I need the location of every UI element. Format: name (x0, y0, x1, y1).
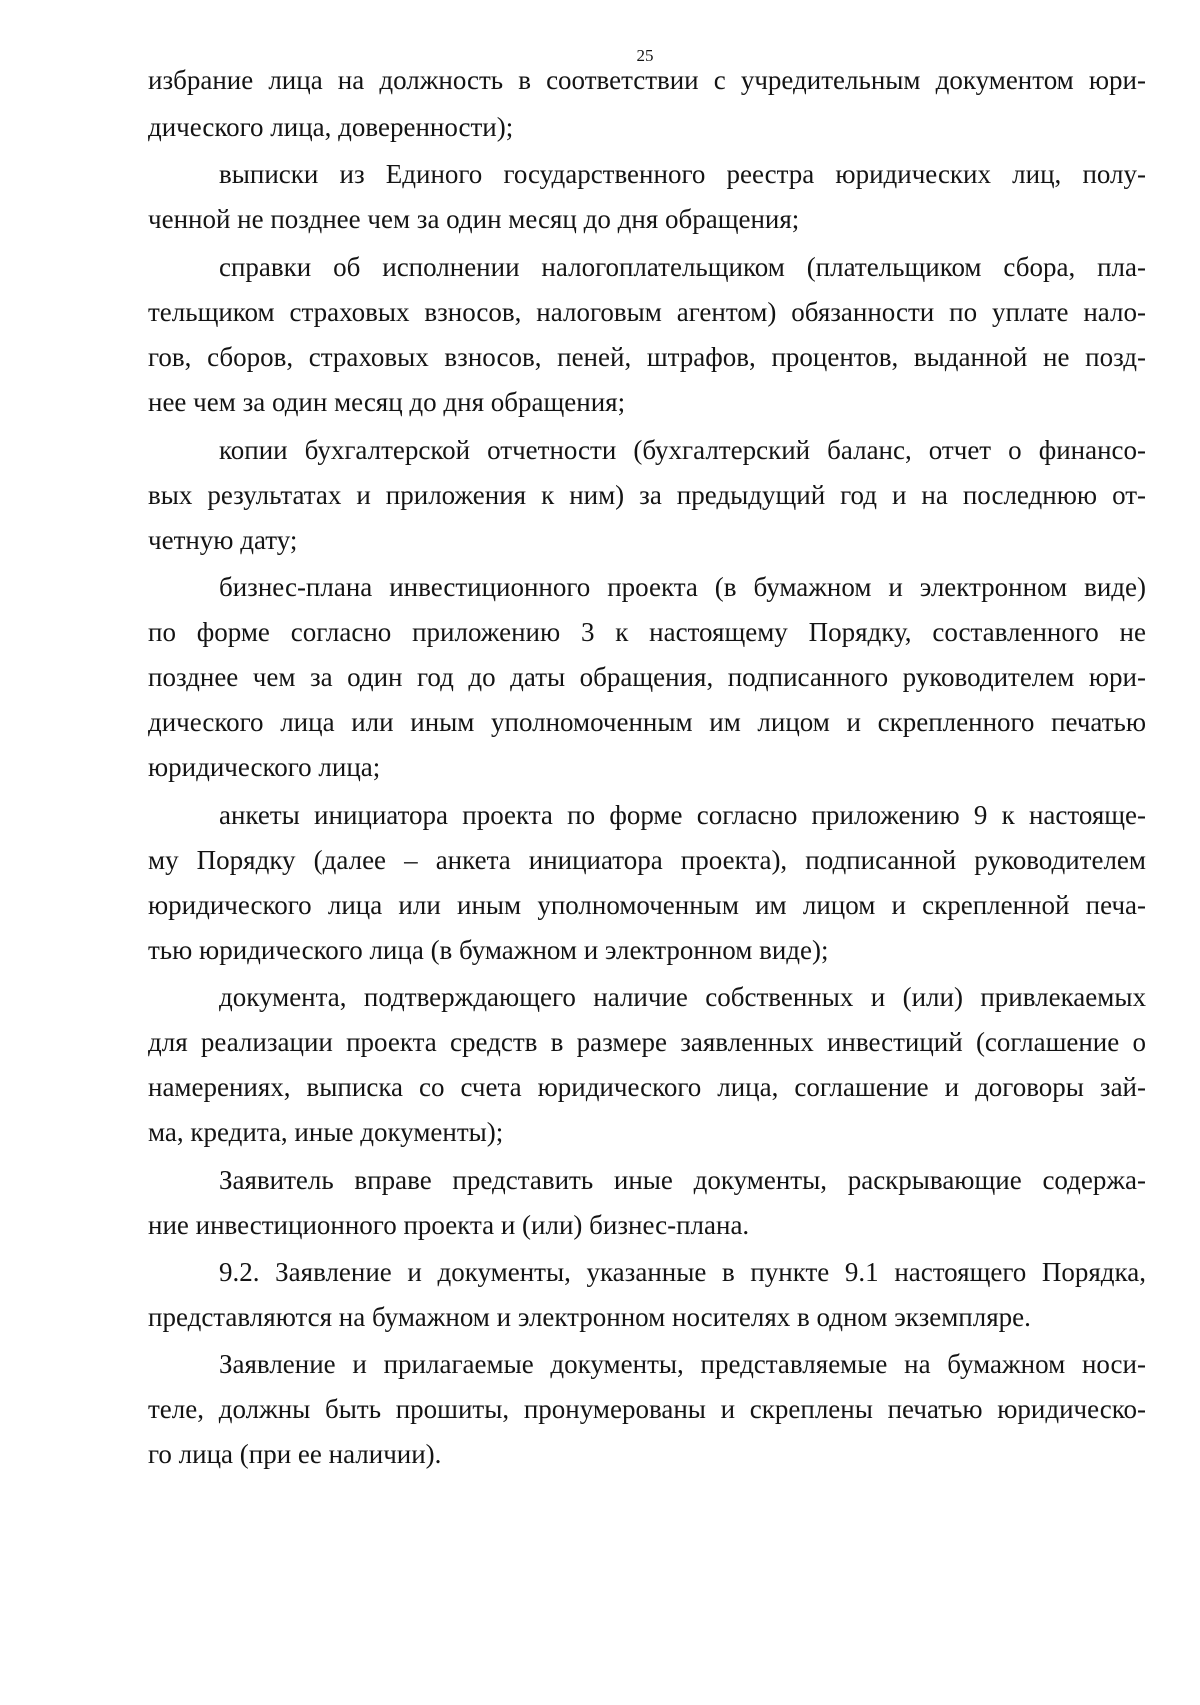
page-number: 25 (636, 46, 654, 65)
text-line: тельщиком страховых взносов, налоговым агентом) обязанности по уплате нало- (148, 297, 1146, 327)
text-line: го лица (при ее наличии). (148, 1439, 442, 1469)
text-line: юридического лица; (148, 752, 381, 782)
text-line: юридического лица или иным уполномоченным им лицом и скрепленной печа- (148, 890, 1146, 920)
text-line: для реализации проекта средств в размере заявленных инвестиций (соглашение о (148, 1027, 1146, 1057)
text-line: 9.2. Заявление и документы, указанные в пункте 9.1 настоящего Порядка, (219, 1257, 1146, 1287)
text-line: теле, должны быть прошиты, пронумерованы и скреплены печатью юридическо- (148, 1394, 1146, 1424)
text-line: копии бухгалтерской отчетности (бухгалтерский баланс, отчет о финансо- (219, 435, 1146, 465)
text-line: ние инвестиционного проекта и (или) бизнес-плана. (148, 1210, 750, 1240)
text-line: дического лица или иным уполномоченным им лицом и скрепленного печатью (148, 707, 1146, 737)
text-line: документа, подтверждающего наличие собственных и (или) привлекаемых (219, 982, 1146, 1012)
text-line: по форме согласно приложению 3 к настоящему Порядку, составленного не (148, 617, 1146, 647)
text-line: Заявитель вправе представить иные документы, раскрывающие содержа- (219, 1165, 1146, 1195)
text-line: ма, кредита, иные документы); (148, 1117, 504, 1147)
text-line: четную дату; (148, 525, 298, 555)
text-line: анкеты инициатора проекта по форме согласно приложению 9 к настояще- (219, 800, 1146, 830)
text-line: гов, сборов, страховых взносов, пеней, штрафов, процентов, выданной не позд- (148, 342, 1146, 372)
text-line: представляются на бумажном и электронном носителях в одном экземпляре. (148, 1302, 1031, 1332)
text-line: справки об исполнении налогоплательщиком (плательщиком сбора, пла- (219, 252, 1146, 282)
text-line: избрание лица на должность в соответствии с учредительным документом юри- (148, 65, 1146, 95)
text-line: тью юридического лица (в бумажном и электронном виде); (148, 935, 829, 965)
text-line: позднее чем за один год до даты обращения, подписанного руководителем юри- (148, 662, 1146, 692)
text-line: намерениях, выписка со счета юридического лица, соглашение и договоры зай- (148, 1072, 1146, 1102)
text-line: Заявление и прилагаемые документы, представляемые на бумажном носи- (219, 1349, 1146, 1379)
text-line: бизнес-плана инвестиционного проекта (в бумажном и электронном виде) (219, 572, 1146, 602)
text-line: выписки из Единого государственного реестра юридических лиц, полу- (219, 159, 1146, 189)
text-line: вых результатах и приложения к ним) за предыдущий год и на последнюю от- (148, 480, 1146, 510)
text-line: дического лица, доверенности); (148, 112, 514, 142)
text-line: ченной не позднее чем за один месяц до дня обращения; (148, 204, 800, 234)
text-line: нее чем за один месяц до дня обращения; (148, 387, 626, 417)
text-line: му Порядку (далее – анкета инициатора проекта), подписанной руководителем (148, 845, 1146, 875)
